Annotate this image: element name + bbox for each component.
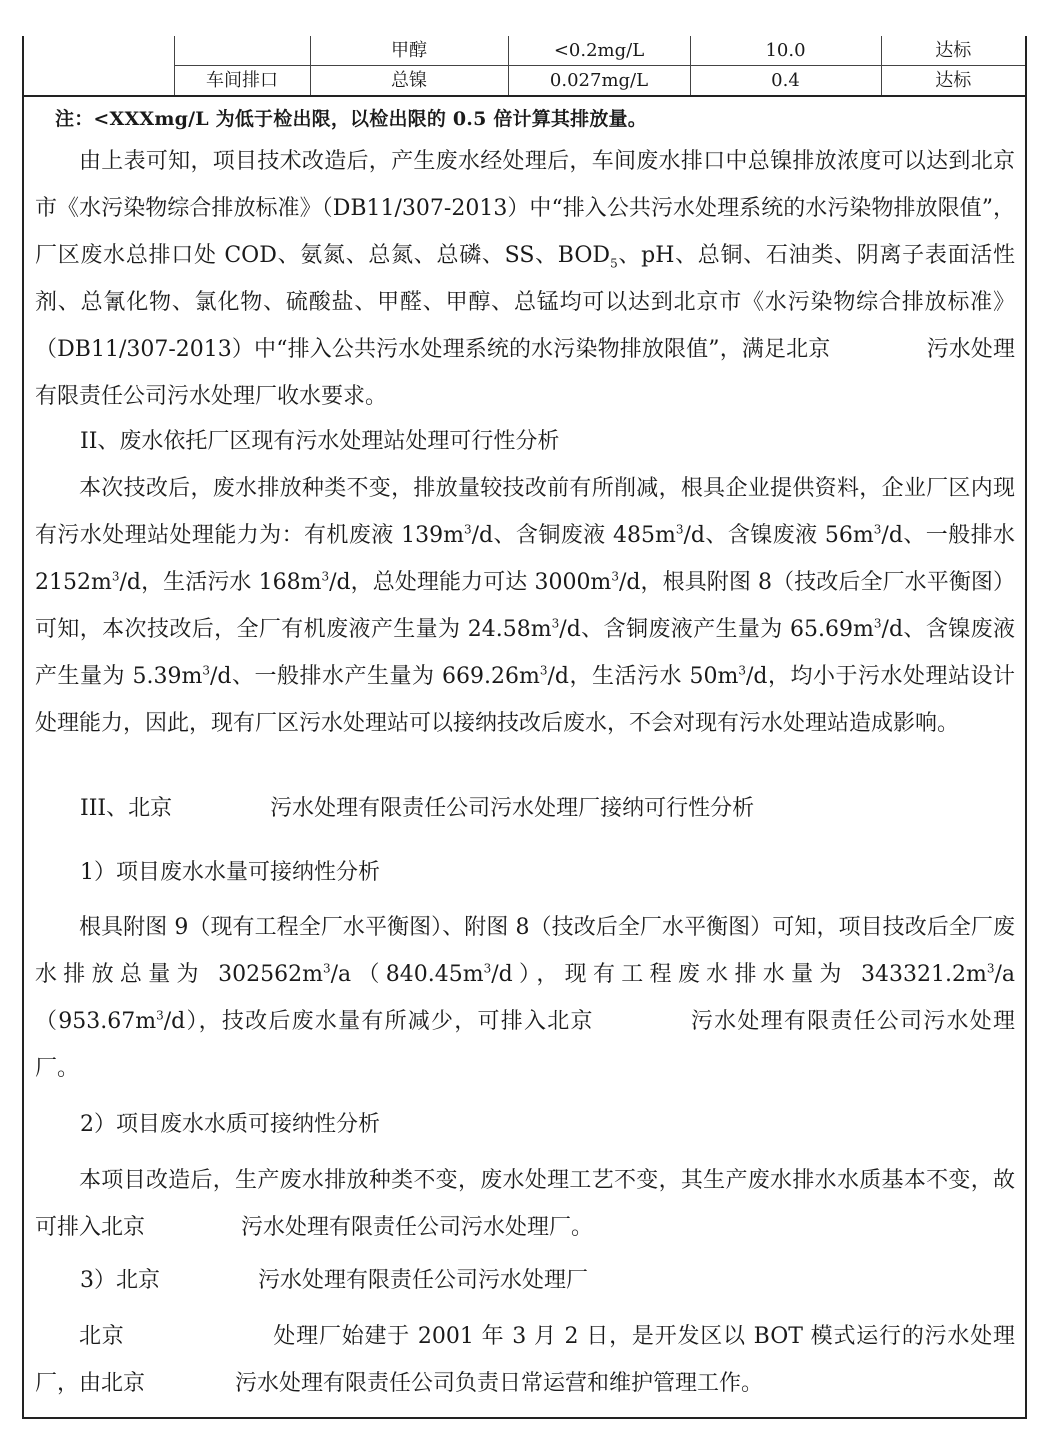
paragraph-quality-analysis: 本项目改造后，生产废水排放种类不变，废水处理工艺不变，其生产废水排水水质基本不变，故可排入北京 污水处理有限责任公司污水处理厂。 <box>35 1168 1015 1240</box>
table-cell-limit: 0.4 <box>690 66 881 97</box>
paragraph-conclusion: 由上表可知，项目技术改造后，产生废水经处理后，车间废水排口中总镍排放浓度可以达到北京市《水污染物综合排放标准》（DB11/307-2013）中“排入公共污水处理系统的水污染物排放限值”，厂区废水总排口处 COD、氨氮、总氮、总磷、SS、$BOD_5$、pH、总铜、石油类、阴离子表面活性剂、总氰化物、氯化物、硫酸盐、甲醛、甲醇、总锰均可以达到北京市《水污染物综合排放标准》（DB11/307-2013）中“排入公共污水处理系统的水污染物排放限值”，满足北京 污水处理有限责任公司污水处理厂收水要求。 <box>35 149 1015 409</box>
table-cell-concentration: 0.027mg/L <box>508 66 690 97</box>
table-cell-outlet: 车间排口 <box>174 66 310 97</box>
table-cell-pollutant: 甲醇 <box>310 36 508 66</box>
section-heading-iii: III、北京 污水处理有限责任公司污水处理厂接纳可行性分析 <box>80 796 755 821</box>
table-cell-result: 达标 <box>881 36 1025 66</box>
table-cell-pollutant: 总镍 <box>310 66 508 97</box>
table-cell-blank <box>24 36 174 66</box>
table-cell-result: 达标 <box>881 66 1025 97</box>
subheading-quality: 2）项目废水水质可接纳性分析 <box>80 1112 380 1137</box>
table-cell-concentration: <0.2mg/L <box>508 36 690 66</box>
subheading-plant: 3）北京 污水处理有限责任公司污水处理厂 <box>80 1268 589 1293</box>
emission-table <box>24 36 1025 97</box>
table-row <box>24 36 1025 66</box>
subheading-volume: 1）项目废水水量可接纳性分析 <box>80 860 380 885</box>
table-note: 注：<XXXmg/L 为低于检出限，以检出限的 0.5 倍计算其排放量。 <box>55 108 647 130</box>
paragraph-treatment-capacity: 本次技改后，废水排放种类不变，排放量较技改前有所削减，根具企业提供资料，企业厂区内现有污水处理站处理能力为：有机废液 $139m^3/d$、含铜废液 $485m^3/d$、含镍废液 $56m^3/d$、一般排水 $2152m^3/d$，生活污水 $168m^3/d$，总处理能力可达 $3000m^3/d$，根具附图 8（技改后全厂水平衡图）可知，本次技改后，全厂有机废液产生量为 $24.58m^3/d$、含铜废液产生量为 $65.69m^3/d$、含镍废液产生量为 $5.39m^3/d$、一般排水产生量为 $669.26m^3/d$，生活污水 $50m^3/d$，均小于污水处理站设计处理能力，因此，现有厂区污水处理站可以接纳技改后废水，不会对现有污水处理站造成影响。 <box>35 476 1015 736</box>
table-cell-outlet <box>174 36 310 66</box>
table-row <box>24 66 1025 97</box>
paragraph-volume-analysis: 根具附图 9（现有工程全厂水平衡图）、附图 8（技改后全厂水平衡图）可知，项目技改后全厂废水排放总量为 $302562m^3/a(840.45m^3/d)$，现有工程废水排水量为 $343321.2m^3/a(953.67m^3/d)$，技改后废水量有所减少，可排入北京 污水处理有限责任公司污水处理厂。 <box>35 915 1015 1081</box>
paragraph-plant-info: 北京 处理厂始建于 2001 年 3 月 2 日，是开发区以 BOT 模式运行的污水处理厂，由北京 污水处理有限责任公司负责日常运营和维护管理工作。 <box>35 1324 1015 1396</box>
table-cell-blank <box>24 66 174 97</box>
section-heading-ii: II、废水依托厂区现有污水处理站处理可行性分析 <box>80 429 560 454</box>
table-cell-limit: 10.0 <box>690 36 881 66</box>
